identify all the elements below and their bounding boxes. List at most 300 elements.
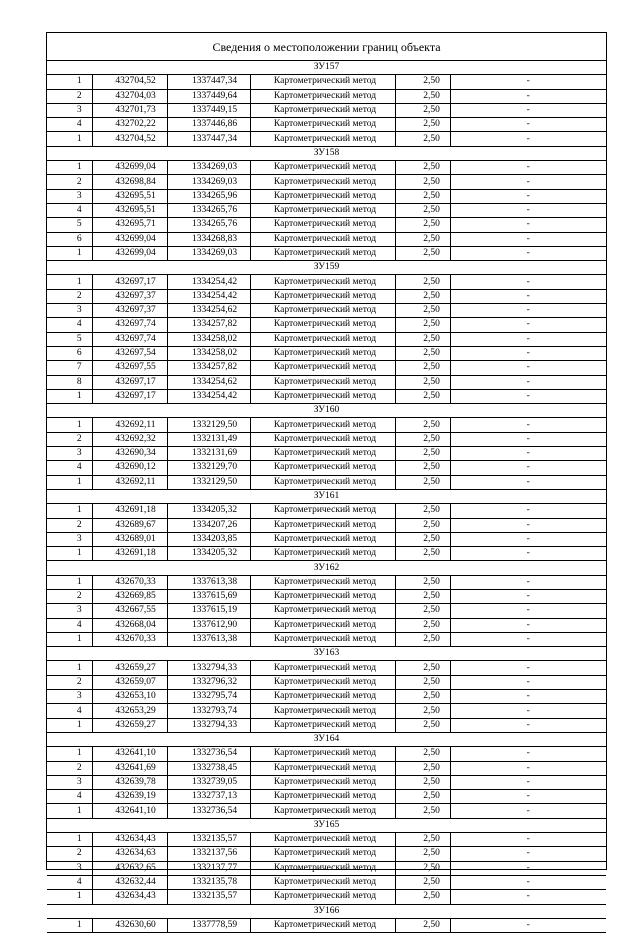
method-cell: Картометрический метод bbox=[250, 861, 395, 875]
point-number: 1 bbox=[47, 833, 92, 847]
coord-x: 432634,43 bbox=[92, 833, 167, 847]
coord-y: 1332135,57 bbox=[167, 833, 250, 847]
description-cell: - bbox=[450, 318, 606, 332]
coord-x: 432697,37 bbox=[92, 289, 167, 303]
description-cell: - bbox=[450, 661, 606, 675]
table-row bbox=[47, 375, 606, 389]
point-number: 1 bbox=[47, 275, 92, 289]
group-name: ЗУ164 bbox=[47, 732, 606, 746]
accuracy-cell: 2,50 bbox=[395, 575, 450, 589]
method-cell: Картометрический метод bbox=[250, 375, 395, 389]
table-row bbox=[47, 847, 606, 861]
accuracy-cell: 2,50 bbox=[395, 632, 450, 646]
page-title: Сведения о местоположении границ объекта bbox=[47, 33, 606, 61]
method-cell: Картометрический метод bbox=[250, 833, 395, 847]
description-cell: - bbox=[450, 804, 606, 818]
accuracy-cell: 2,50 bbox=[395, 461, 450, 475]
coord-y: 1332137,56 bbox=[167, 847, 250, 861]
point-number: 1 bbox=[47, 804, 92, 818]
coord-y: 1334254,62 bbox=[167, 304, 250, 318]
coord-x: 432697,37 bbox=[92, 304, 167, 318]
table-row bbox=[47, 161, 606, 175]
coord-x: 432639,19 bbox=[92, 790, 167, 804]
method-cell: Картометрический метод bbox=[250, 232, 395, 246]
coord-x: 432702,22 bbox=[92, 118, 167, 132]
method-cell: Картометрический метод bbox=[250, 175, 395, 189]
description-cell: - bbox=[450, 704, 606, 718]
accuracy-cell: 2,50 bbox=[395, 504, 450, 518]
method-cell: Картометрический метод bbox=[250, 361, 395, 375]
coord-x: 432704,03 bbox=[92, 89, 167, 103]
coord-y: 1332129,70 bbox=[167, 461, 250, 475]
coord-x: 432630,60 bbox=[92, 918, 167, 932]
coord-x: 432653,10 bbox=[92, 690, 167, 704]
point-number: 4 bbox=[47, 203, 92, 217]
coord-y: 1332131,49 bbox=[167, 432, 250, 446]
table-row bbox=[47, 132, 606, 146]
description-cell: - bbox=[450, 475, 606, 489]
document-frame bbox=[46, 32, 607, 930]
method-cell: Картометрический метод bbox=[250, 461, 395, 475]
method-cell: Картометрический метод bbox=[250, 275, 395, 289]
method-cell: Картометрический метод bbox=[250, 775, 395, 789]
coord-y: 1332129,50 bbox=[167, 418, 250, 432]
point-number: 1 bbox=[47, 918, 92, 932]
point-number: 1 bbox=[47, 418, 92, 432]
method-cell: Картометрический метод bbox=[250, 675, 395, 689]
coord-y: 1334269,03 bbox=[167, 161, 250, 175]
point-number: 1 bbox=[47, 575, 92, 589]
description-cell: - bbox=[450, 275, 606, 289]
description-cell: - bbox=[450, 833, 606, 847]
coord-y: 1337447,34 bbox=[167, 132, 250, 146]
coord-y: 1334257,82 bbox=[167, 318, 250, 332]
table-row bbox=[47, 75, 606, 89]
group-name: ЗУ159 bbox=[47, 261, 606, 275]
accuracy-cell: 2,50 bbox=[395, 675, 450, 689]
coord-y: 1332129,50 bbox=[167, 475, 250, 489]
accuracy-cell: 2,50 bbox=[395, 775, 450, 789]
description-cell: - bbox=[450, 890, 606, 904]
table-row bbox=[47, 432, 606, 446]
table-row bbox=[47, 447, 606, 461]
method-cell: Картометрический метод bbox=[250, 89, 395, 103]
coord-x: 432634,63 bbox=[92, 847, 167, 861]
group-name: ЗУ161 bbox=[47, 489, 606, 503]
coordinates-table bbox=[47, 61, 606, 933]
coord-x: 432641,69 bbox=[92, 761, 167, 775]
description-cell: - bbox=[450, 218, 606, 232]
point-number: 2 bbox=[47, 175, 92, 189]
accuracy-cell: 2,50 bbox=[395, 804, 450, 818]
accuracy-cell: 2,50 bbox=[395, 246, 450, 260]
table-row bbox=[47, 804, 606, 818]
method-cell: Картометрический метод bbox=[250, 161, 395, 175]
method-cell: Картометрический метод bbox=[250, 847, 395, 861]
method-cell: Картометрический метод bbox=[250, 304, 395, 318]
coord-y: 1334205,32 bbox=[167, 547, 250, 561]
point-number: 2 bbox=[47, 761, 92, 775]
point-number: 5 bbox=[47, 218, 92, 232]
table-row bbox=[47, 861, 606, 875]
description-cell: - bbox=[450, 461, 606, 475]
method-cell: Картометрический метод bbox=[250, 432, 395, 446]
table-row bbox=[47, 332, 606, 346]
coord-y: 1332794,33 bbox=[167, 718, 250, 732]
method-cell: Картометрический метод bbox=[250, 761, 395, 775]
coord-y: 1334268,83 bbox=[167, 232, 250, 246]
accuracy-cell: 2,50 bbox=[395, 447, 450, 461]
point-number: 3 bbox=[47, 304, 92, 318]
method-cell: Картометрический метод bbox=[250, 575, 395, 589]
coord-x: 432668,04 bbox=[92, 618, 167, 632]
description-cell: - bbox=[450, 289, 606, 303]
method-cell: Картометрический метод bbox=[250, 475, 395, 489]
coord-x: 432701,73 bbox=[92, 103, 167, 117]
coord-y: 1332737,13 bbox=[167, 790, 250, 804]
coord-y: 1332135,78 bbox=[167, 875, 250, 889]
table-row bbox=[47, 275, 606, 289]
description-cell: - bbox=[450, 103, 606, 117]
coord-x: 432692,11 bbox=[92, 418, 167, 432]
method-cell: Картометрический метод bbox=[250, 447, 395, 461]
point-number: 7 bbox=[47, 361, 92, 375]
accuracy-cell: 2,50 bbox=[395, 232, 450, 246]
group-header-row bbox=[47, 732, 606, 746]
description-cell: - bbox=[450, 332, 606, 346]
method-cell: Картометрический метод bbox=[250, 547, 395, 561]
coord-x: 432690,12 bbox=[92, 461, 167, 475]
coord-y: 1334265,96 bbox=[167, 189, 250, 203]
coord-x: 432697,55 bbox=[92, 361, 167, 375]
table-row bbox=[47, 875, 606, 889]
method-cell: Картометрический метод bbox=[250, 918, 395, 932]
table-row bbox=[47, 575, 606, 589]
table-row bbox=[47, 232, 606, 246]
method-cell: Картометрический метод bbox=[250, 346, 395, 360]
coord-x: 432704,52 bbox=[92, 75, 167, 89]
table-row bbox=[47, 890, 606, 904]
coord-x: 432691,18 bbox=[92, 504, 167, 518]
coord-y: 1334205,32 bbox=[167, 504, 250, 518]
point-number: 1 bbox=[47, 132, 92, 146]
description-cell: - bbox=[450, 632, 606, 646]
table-row bbox=[47, 304, 606, 318]
accuracy-cell: 2,50 bbox=[395, 161, 450, 175]
accuracy-cell: 2,50 bbox=[395, 75, 450, 89]
description-cell: - bbox=[450, 604, 606, 618]
table-row bbox=[47, 618, 606, 632]
method-cell: Картометрический метод bbox=[250, 118, 395, 132]
method-cell: Картометрический метод bbox=[250, 103, 395, 117]
accuracy-cell: 2,50 bbox=[395, 875, 450, 889]
coord-x: 432670,33 bbox=[92, 575, 167, 589]
method-cell: Картометрический метод bbox=[250, 704, 395, 718]
table-row bbox=[47, 418, 606, 432]
description-cell: - bbox=[450, 432, 606, 446]
accuracy-cell: 2,50 bbox=[395, 918, 450, 932]
description-cell: - bbox=[450, 75, 606, 89]
coord-y: 1337615,19 bbox=[167, 604, 250, 618]
description-cell: - bbox=[450, 575, 606, 589]
coord-x: 432634,43 bbox=[92, 890, 167, 904]
point-number: 5 bbox=[47, 332, 92, 346]
table-row bbox=[47, 547, 606, 561]
table-row bbox=[47, 318, 606, 332]
group-header-row bbox=[47, 904, 606, 918]
description-cell: - bbox=[450, 747, 606, 761]
coord-x: 432698,84 bbox=[92, 175, 167, 189]
description-cell: - bbox=[450, 847, 606, 861]
coord-y: 1334265,76 bbox=[167, 203, 250, 217]
accuracy-cell: 2,50 bbox=[395, 604, 450, 618]
accuracy-cell: 2,50 bbox=[395, 861, 450, 875]
method-cell: Картометрический метод bbox=[250, 804, 395, 818]
accuracy-cell: 2,50 bbox=[395, 418, 450, 432]
description-cell: - bbox=[450, 775, 606, 789]
method-cell: Картометрический метод bbox=[250, 518, 395, 532]
coord-x: 432691,18 bbox=[92, 547, 167, 561]
accuracy-cell: 2,50 bbox=[395, 690, 450, 704]
method-cell: Картометрический метод bbox=[250, 875, 395, 889]
point-number: 2 bbox=[47, 289, 92, 303]
accuracy-cell: 2,50 bbox=[395, 375, 450, 389]
table-row bbox=[47, 589, 606, 603]
accuracy-cell: 2,50 bbox=[395, 532, 450, 546]
method-cell: Картометрический метод bbox=[250, 189, 395, 203]
coord-x: 432695,71 bbox=[92, 218, 167, 232]
method-cell: Картометрический метод bbox=[250, 418, 395, 432]
accuracy-cell: 2,50 bbox=[395, 704, 450, 718]
coord-x: 432699,04 bbox=[92, 232, 167, 246]
method-cell: Картометрический метод bbox=[250, 289, 395, 303]
group-name: ЗУ162 bbox=[47, 561, 606, 575]
table-row bbox=[47, 346, 606, 360]
coord-x: 432695,51 bbox=[92, 203, 167, 217]
description-cell: - bbox=[450, 504, 606, 518]
description-cell: - bbox=[450, 532, 606, 546]
point-number: 1 bbox=[47, 246, 92, 260]
coord-x: 432667,55 bbox=[92, 604, 167, 618]
point-number: 1 bbox=[47, 718, 92, 732]
accuracy-cell: 2,50 bbox=[395, 790, 450, 804]
method-cell: Картометрический метод bbox=[250, 661, 395, 675]
table-row bbox=[47, 389, 606, 403]
coordinates-table-body bbox=[47, 61, 606, 933]
coord-y: 1334265,76 bbox=[167, 218, 250, 232]
description-cell: - bbox=[450, 718, 606, 732]
table-row bbox=[47, 632, 606, 646]
table-row bbox=[47, 761, 606, 775]
coord-y: 1332736,54 bbox=[167, 804, 250, 818]
description-cell: - bbox=[450, 518, 606, 532]
method-cell: Картометрический метод bbox=[250, 589, 395, 603]
method-cell: Картометрический метод bbox=[250, 332, 395, 346]
method-cell: Картометрический метод bbox=[250, 532, 395, 546]
group-header-row bbox=[47, 146, 606, 160]
coord-x: 432689,01 bbox=[92, 532, 167, 546]
method-cell: Картометрический метод bbox=[250, 203, 395, 217]
method-cell: Картометрический метод bbox=[250, 75, 395, 89]
description-cell: - bbox=[450, 89, 606, 103]
accuracy-cell: 2,50 bbox=[395, 304, 450, 318]
coord-x: 432659,07 bbox=[92, 675, 167, 689]
table-row bbox=[47, 775, 606, 789]
method-cell: Картометрический метод bbox=[250, 890, 395, 904]
coord-y: 1334203,85 bbox=[167, 532, 250, 546]
accuracy-cell: 2,50 bbox=[395, 89, 450, 103]
description-cell: - bbox=[450, 675, 606, 689]
table-row bbox=[47, 675, 606, 689]
coord-y: 1332796,32 bbox=[167, 675, 250, 689]
coord-x: 432697,74 bbox=[92, 318, 167, 332]
coord-x: 432697,74 bbox=[92, 332, 167, 346]
coord-y: 1334257,82 bbox=[167, 361, 250, 375]
coord-x: 432653,29 bbox=[92, 704, 167, 718]
coord-y: 1332137,77 bbox=[167, 861, 250, 875]
coord-x: 432690,34 bbox=[92, 447, 167, 461]
coord-y: 1332795,74 bbox=[167, 690, 250, 704]
accuracy-cell: 2,50 bbox=[395, 175, 450, 189]
accuracy-cell: 2,50 bbox=[395, 618, 450, 632]
coord-x: 432641,10 bbox=[92, 747, 167, 761]
coord-x: 432659,27 bbox=[92, 718, 167, 732]
table-row bbox=[47, 518, 606, 532]
coord-y: 1337449,64 bbox=[167, 89, 250, 103]
table-row bbox=[47, 661, 606, 675]
coord-y: 1332131,69 bbox=[167, 447, 250, 461]
table-row bbox=[47, 475, 606, 489]
coord-x: 432692,32 bbox=[92, 432, 167, 446]
coord-x: 432692,11 bbox=[92, 475, 167, 489]
point-number: 3 bbox=[47, 690, 92, 704]
table-row bbox=[47, 833, 606, 847]
point-number: 3 bbox=[47, 861, 92, 875]
description-cell: - bbox=[450, 161, 606, 175]
coord-y: 1334254,42 bbox=[167, 289, 250, 303]
table-row bbox=[47, 604, 606, 618]
table-row bbox=[47, 189, 606, 203]
coord-y: 1337447,34 bbox=[167, 75, 250, 89]
table-row bbox=[47, 118, 606, 132]
group-name: ЗУ157 bbox=[47, 61, 606, 75]
table-row bbox=[47, 103, 606, 117]
description-cell: - bbox=[450, 418, 606, 432]
point-number: 1 bbox=[47, 747, 92, 761]
point-number: 8 bbox=[47, 375, 92, 389]
description-cell: - bbox=[450, 346, 606, 360]
accuracy-cell: 2,50 bbox=[395, 718, 450, 732]
accuracy-cell: 2,50 bbox=[395, 747, 450, 761]
description-cell: - bbox=[450, 690, 606, 704]
table-row bbox=[47, 504, 606, 518]
table-row bbox=[47, 704, 606, 718]
accuracy-cell: 2,50 bbox=[395, 833, 450, 847]
coord-y: 1332738,45 bbox=[167, 761, 250, 775]
accuracy-cell: 2,50 bbox=[395, 103, 450, 117]
accuracy-cell: 2,50 bbox=[395, 361, 450, 375]
point-number: 3 bbox=[47, 775, 92, 789]
description-cell: - bbox=[450, 118, 606, 132]
accuracy-cell: 2,50 bbox=[395, 890, 450, 904]
group-name: ЗУ166 bbox=[47, 904, 606, 918]
accuracy-cell: 2,50 bbox=[395, 189, 450, 203]
method-cell: Картометрический метод bbox=[250, 632, 395, 646]
coord-y: 1337446,86 bbox=[167, 118, 250, 132]
point-number: 3 bbox=[47, 604, 92, 618]
point-number: 2 bbox=[47, 518, 92, 532]
coord-x: 432639,78 bbox=[92, 775, 167, 789]
coord-y: 1332135,57 bbox=[167, 890, 250, 904]
coord-x: 432689,67 bbox=[92, 518, 167, 532]
point-number: 3 bbox=[47, 447, 92, 461]
coord-x: 432632,44 bbox=[92, 875, 167, 889]
point-number: 3 bbox=[47, 189, 92, 203]
coord-y: 1337778,59 bbox=[167, 918, 250, 932]
coord-y: 1334258,02 bbox=[167, 332, 250, 346]
point-number: 4 bbox=[47, 461, 92, 475]
accuracy-cell: 2,50 bbox=[395, 475, 450, 489]
point-number: 1 bbox=[47, 475, 92, 489]
accuracy-cell: 2,50 bbox=[395, 432, 450, 446]
point-number: 1 bbox=[47, 890, 92, 904]
description-cell: - bbox=[450, 589, 606, 603]
point-number: 1 bbox=[47, 389, 92, 403]
coord-x: 432697,17 bbox=[92, 375, 167, 389]
description-cell: - bbox=[450, 790, 606, 804]
coord-y: 1334254,42 bbox=[167, 389, 250, 403]
table-row bbox=[47, 203, 606, 217]
group-name: ЗУ163 bbox=[47, 647, 606, 661]
table-row bbox=[47, 461, 606, 475]
group-name: ЗУ158 bbox=[47, 146, 606, 160]
method-cell: Картометрический метод bbox=[250, 604, 395, 618]
point-number: 1 bbox=[47, 547, 92, 561]
table-row bbox=[47, 218, 606, 232]
group-name: ЗУ160 bbox=[47, 404, 606, 418]
coord-y: 1337449,15 bbox=[167, 103, 250, 117]
accuracy-cell: 2,50 bbox=[395, 761, 450, 775]
point-number: 6 bbox=[47, 346, 92, 360]
table-row bbox=[47, 289, 606, 303]
coord-y: 1334254,42 bbox=[167, 275, 250, 289]
accuracy-cell: 2,50 bbox=[395, 118, 450, 132]
coord-x: 432695,51 bbox=[92, 189, 167, 203]
coord-x: 432669,85 bbox=[92, 589, 167, 603]
coord-x: 432699,04 bbox=[92, 246, 167, 260]
coord-x: 432697,17 bbox=[92, 275, 167, 289]
point-number: 4 bbox=[47, 618, 92, 632]
coord-y: 1334269,03 bbox=[167, 246, 250, 260]
table-row bbox=[47, 690, 606, 704]
coord-y: 1337613,38 bbox=[167, 632, 250, 646]
accuracy-cell: 2,50 bbox=[395, 275, 450, 289]
method-cell: Картометрический метод bbox=[250, 389, 395, 403]
method-cell: Картометрический метод bbox=[250, 132, 395, 146]
accuracy-cell: 2,50 bbox=[395, 332, 450, 346]
point-number: 4 bbox=[47, 875, 92, 889]
group-header-row bbox=[47, 647, 606, 661]
description-cell: - bbox=[450, 375, 606, 389]
accuracy-cell: 2,50 bbox=[395, 589, 450, 603]
table-row bbox=[47, 918, 606, 932]
description-cell: - bbox=[450, 875, 606, 889]
coord-y: 1334254,62 bbox=[167, 375, 250, 389]
point-number: 3 bbox=[47, 103, 92, 117]
accuracy-cell: 2,50 bbox=[395, 203, 450, 217]
point-number: 1 bbox=[47, 161, 92, 175]
coord-x: 432659,27 bbox=[92, 661, 167, 675]
